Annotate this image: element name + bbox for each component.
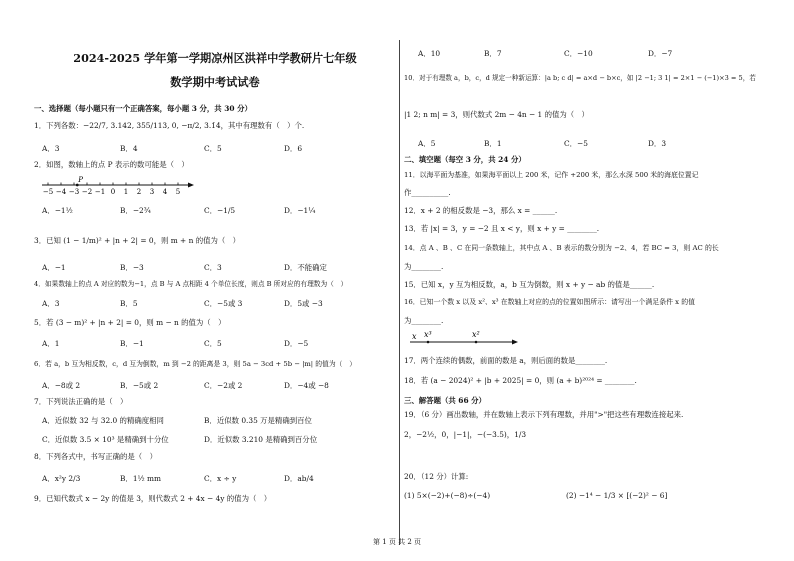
q2-option-c: C．−1/5 xyxy=(204,206,236,215)
question-17: 17．两个连续的偶数，前面的数是 a，则后面的数是________. xyxy=(404,356,608,365)
q20-part-1: (1) 5×(−2)+(−8)÷(−4) xyxy=(404,491,491,500)
q2-tick-label: −3 xyxy=(68,188,80,196)
q10-option-a: A．5 xyxy=(418,139,436,148)
q6-option-d: D．−4或 −8 xyxy=(284,381,329,390)
q8-option-b: B．1½ mm xyxy=(120,474,162,483)
q2-tick-label: 0 xyxy=(110,188,116,196)
q10-option-d: D．3 xyxy=(648,139,667,148)
exam-title-line1: 2024-2025 学年第一学期凉州区洪祥中学教研片七年级 xyxy=(73,51,357,65)
q19-numbers: 2，−2½，0，|−1|，−(−3.5)，1/3 xyxy=(404,430,527,439)
q4-option-c: C．−5或 3 xyxy=(204,299,243,308)
section-heading-answer: 三、解答题（共 66 分） xyxy=(404,396,486,405)
q16-number-line xyxy=(408,330,518,350)
question-16-line2: 为________. xyxy=(404,316,444,325)
q1-option-b: B．4 xyxy=(120,144,138,153)
q2-point-p-label: P xyxy=(78,176,83,184)
column-divider xyxy=(399,40,400,545)
question-14-line2: 为________. xyxy=(404,262,444,271)
q5-option-a: A．1 xyxy=(42,339,60,348)
q10-option-b: B．1 xyxy=(484,139,502,148)
question-18: 18．若 (a − 2024)² + |b + 2025| = 0，则 (a + b)²⁰²⁴ = ________. xyxy=(404,376,637,385)
q8-option-c: C．x ÷ y xyxy=(204,474,237,483)
q7-option-c: C．近似数 3.5 × 10³ 是精确到十分位 xyxy=(42,435,169,444)
q7-option-a: A．近似数 32 与 32.0 的精确度相同 xyxy=(42,416,164,425)
page-footer: 第 1 页 共 2 页 xyxy=(372,538,422,546)
q2-option-b: B．−2¾ xyxy=(120,206,151,215)
q5-option-d: D．−5 xyxy=(284,339,309,348)
exam-title-line2: 数学期中考试试卷 xyxy=(170,75,260,89)
q3-option-b: B．−3 xyxy=(120,263,144,272)
q8-option-d: D．ab/4 xyxy=(284,474,314,483)
question-1: 1．下列各数：−22/7, 3.142, 355/113, 0, −π/2, 3.1̇4̇，其中有理数有（ ）个. xyxy=(34,121,305,130)
q2-tick-label: 2 xyxy=(136,188,142,196)
q6-option-a: A．−8或 2 xyxy=(42,381,81,390)
q2-axis-arrow xyxy=(188,183,194,188)
q5-option-b: B．−1 xyxy=(120,339,144,348)
q2-tick-label: −1 xyxy=(94,188,106,196)
question-10-line1: 10．对于有理数 a，b，c，d 规定一种新运算：|a b; c d| = a×d − b×c，如 |2 −1; 3 1| = 2×1 − (−1)×3 = 5，若 xyxy=(404,74,756,82)
q3-option-c: C．3 xyxy=(204,263,222,272)
question-5: 5．若 (3 − m)² + |n + 2| = 0，则 m − n 的值为（ ） xyxy=(34,318,226,327)
question-16-line1: 16．已知一个数 x 以及 x²、x³ 在数轴上对应的点的位置如图所示：请写出一个满足条件 x 的值 xyxy=(404,298,696,306)
q2-tick-label: −2 xyxy=(81,188,93,196)
q16-label-x: x xyxy=(412,332,417,341)
q2-number-line xyxy=(42,175,202,197)
question-3: 3．已知 (1 − 1/m)² + |n + 2| = 0，则 m + n 的值为（ ） xyxy=(34,236,241,245)
question-20: 20．（12 分）计算: xyxy=(404,472,469,481)
q2-tick-label: 4 xyxy=(162,188,168,196)
q16-point-x3 xyxy=(427,341,430,344)
q16-label-x3: x³ xyxy=(424,330,432,339)
section-heading-choice: 一、选择题（每小题只有一个正确答案，每小题 3 分，共 30 分） xyxy=(34,104,252,113)
question-9: 9．已知代数式 x − 2y 的值是 3，则代数式 2 + 4x − 4y 的值为（ ） xyxy=(34,494,272,503)
question-2: 2．如图，数轴上的点 P 表示的数可能是（ ） xyxy=(34,160,189,169)
q1-option-d: D．6 xyxy=(284,144,303,153)
q2-tick-label: −4 xyxy=(55,188,67,196)
question-15: 15．已知 x，y 互为相反数，a，b 互为倒数，则 x + y − ab 的值是______. xyxy=(404,280,655,289)
question-11-line1: 11．以海平面为基准，如果海平面以上 200 米，记作 +200 米，那么水深 500 米的海底位置记 xyxy=(404,171,699,179)
q6-option-c: C．−2或 2 xyxy=(204,381,243,390)
q2-tick-label: 5 xyxy=(175,188,181,196)
q9-option-b: B．7 xyxy=(484,49,502,58)
q2-tick-label: 3 xyxy=(149,188,155,196)
q4-option-d: D．5或 −3 xyxy=(284,299,323,308)
q4-option-a: A．3 xyxy=(42,299,60,308)
question-8: 8．下列各式中，书写正确的是（ ） xyxy=(34,452,157,461)
q20-part-2: (2) −1⁴ − 1/3 × [(−2)² − 6] xyxy=(566,491,668,500)
q16-point-x2 xyxy=(475,341,478,344)
question-4: 4．如果数轴上的点 A 对应的数为−1，点 B 与 A 点相距 4 个单位长度，则点 B 所对应的有理数为（ ） xyxy=(34,280,348,288)
q3-option-d: D．不能确定 xyxy=(284,263,327,272)
q2-tick-label: −5 xyxy=(42,188,54,196)
q2-option-a: A．−1½ xyxy=(42,206,73,215)
q9-option-d: D．−7 xyxy=(648,49,673,58)
q3-option-a: A．−1 xyxy=(42,263,66,272)
question-11-line2: 作__________. xyxy=(404,188,451,197)
q6-option-b: B．−5或 2 xyxy=(120,381,159,390)
q2-option-d: D．−1¼ xyxy=(284,206,316,215)
question-13: 13．若 |x| = 3，y = −2 且 x < y，则 x + y = ________. xyxy=(404,224,600,233)
q2-tick-label: 1 xyxy=(123,188,129,196)
q2-point-p xyxy=(76,184,79,187)
question-6: 6．若 a，b 互为相反数，c，d 互为倒数，m 到 −2 的距离是 3，则 5a − 3cd + 5b − |m| 的值为（ ） xyxy=(34,360,357,368)
question-10-line2: |1 2; n m| = 3，则代数式 2m − 4n − 1 的值为（ ） xyxy=(404,110,589,119)
q16-label-x2: x² xyxy=(472,330,480,339)
q5-option-c: C．5 xyxy=(204,339,222,348)
q1-option-a: A．3 xyxy=(42,144,60,153)
q7-option-d: D．近似数 3.210 是精确到百分位 xyxy=(204,435,318,444)
q8-option-a: A．x²y 2/3 xyxy=(42,474,81,483)
q7-option-b: B．近似数 0.35 万是精确到百位 xyxy=(204,416,312,425)
q9-option-c: C．−10 xyxy=(564,49,593,58)
question-12: 12．x + 2 的相反数是 −3，那么 x = ______. xyxy=(404,206,558,215)
q16-axis-arrow xyxy=(512,340,518,345)
section-heading-fill: 二、填空题（每空 3 分，共 24 分） xyxy=(404,155,526,164)
question-14-line1: 14．点 A 、B 、C 在同一条数轴上，其中点 A 、B 表示的数分别为 −2、4，若 BC = 3，则 AC 的长 xyxy=(404,244,719,252)
question-19: 19．（6 分）画出数轴，并在数轴上表示下列有理数，并用">"把这些有理数连接起来. xyxy=(404,410,684,419)
q1-option-c: C．5 xyxy=(204,144,222,153)
q9-option-a: A．10 xyxy=(418,49,441,58)
question-7: 7．下列说法正确的是（ ） xyxy=(34,397,128,406)
q4-option-b: B．5 xyxy=(120,299,138,308)
q10-option-c: C．−5 xyxy=(564,139,588,148)
